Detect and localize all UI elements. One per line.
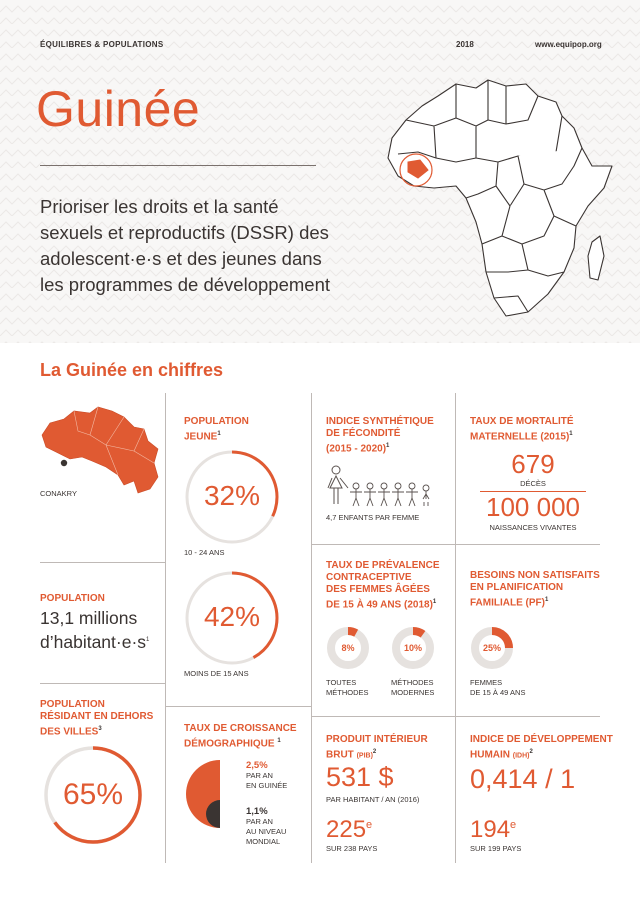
year-label: 2018 xyxy=(456,40,474,49)
young-population-label: POPULATION JEUNE$^1$ xyxy=(184,416,249,443)
grid-divider xyxy=(40,683,165,684)
fertility-caption: 4,7 ENFANTS PAR FEMME xyxy=(326,513,420,522)
conakry-marker xyxy=(61,460,67,466)
population-value: 13,1 millions $d’habitant\cdot e\cdot s^1$ xyxy=(40,608,150,652)
population-label: POPULATION xyxy=(40,593,105,604)
grid-divider xyxy=(40,562,165,563)
grid-divider xyxy=(455,544,600,545)
fertility-label: INDICE SYNTHÉTIQUE DE FÉCONDITÉ (2015 - 2020)$^1$ xyxy=(326,416,434,455)
growth-guinea: 2,5% PAR AN EN GUINÉE xyxy=(246,760,288,790)
gdp-rank: 225e xyxy=(326,816,373,843)
maternal-deaths-value: 679 xyxy=(511,449,555,479)
africa-map xyxy=(378,66,618,336)
grid-divider xyxy=(311,544,455,545)
population-outside-label: POPULATION RÉSIDANT EN DEHORS DES VILLES$^3$ xyxy=(40,699,154,738)
guinea-map xyxy=(38,405,163,497)
grid-divider xyxy=(455,393,456,863)
unmet-need-label: BESOINS NON SATISFAITS EN PLANIFICATION FAMILIALE (PF)$^1$ xyxy=(470,570,600,609)
maternal-mortality-label: TAUX DE MORTALITÉ MATERNELLE $(2015)^1$ xyxy=(470,416,574,443)
young-under-15-value: 42% xyxy=(203,601,261,632)
young-10-24-value: 32% xyxy=(203,480,261,511)
unmet-need-caption: FEMMES DE 15 À 49 ANS xyxy=(470,678,526,697)
population-outside-value: 65% xyxy=(62,778,124,811)
contraceptive-all-caption: TOUTES MÉTHODES xyxy=(326,678,369,697)
maternal-births-value: 100 000 xyxy=(486,492,580,522)
grid-divider xyxy=(311,393,312,863)
maternal-deaths-caption: DÉCÈS xyxy=(520,479,546,488)
gdp-label: PRODUIT INTÉRIEUR BRUT (PIB)$^2$ xyxy=(326,734,428,761)
website-link[interactable]: www.equipop.org xyxy=(535,40,602,49)
grid-divider xyxy=(455,716,600,717)
maternal-births-caption: NAISSANCES VIVANTES xyxy=(489,523,577,532)
gdp-value: 531 $ xyxy=(326,762,394,792)
hdi-value: 0,414 / 1 xyxy=(470,764,576,794)
contraceptive-modern-value: 10% xyxy=(403,643,422,653)
gdp-caption: PAR HABITANT / AN (2016) xyxy=(326,795,420,804)
unmet-need-value: 25% xyxy=(482,643,501,653)
header-banner xyxy=(0,0,640,343)
grid-divider xyxy=(311,716,455,717)
hdi-rank-caption: SUR 199 PAYS xyxy=(470,844,522,853)
grid-divider xyxy=(165,706,311,707)
growth-chart xyxy=(184,758,240,830)
contraceptive-all-value: 8% xyxy=(341,643,355,653)
map-city-label: CONAKRY xyxy=(40,489,77,498)
young-10-24-caption: 10 - 24 ANS xyxy=(184,548,225,557)
gdp-rank-caption: SUR 238 PAYS xyxy=(326,844,378,853)
young-under-15-caption: MOINS DE 15 ANS xyxy=(184,669,249,678)
title-divider xyxy=(40,165,316,166)
grid-divider xyxy=(165,393,166,863)
page-subtitle: Prioriser les droits et la santé sexuels et reproductifs (DSSR) des adolescent·e·s et des jeunes dans les programmes de développement xyxy=(40,196,330,295)
page-title: Guinée xyxy=(36,81,201,137)
publisher-label: ÉQUILIBRES & POPULATIONS xyxy=(40,40,164,49)
growth-label: TAUX DE CROISSANCE DÉMOGRAPHIQUE $^1$ xyxy=(184,723,297,750)
contraceptive-modern-caption: MÉTHODES MODERNES xyxy=(391,678,435,697)
growth-world: 1,1% PAR AN AU NIVEAU MONDIAL xyxy=(246,806,287,846)
section-title: La Guinée en chiffres xyxy=(40,360,224,380)
hdi-rank: 194e xyxy=(470,816,517,843)
contraceptive-label: TAUX DE PRÉVALENCE CONTRACEPTIVE DES FEMMES ÂGÉES DE 15 À 49 ANS $(2018)^1$ xyxy=(326,560,440,611)
hdi-label: INDICE DE DÉVELOPPEMENT HUMAIN (IDH)$^2$ xyxy=(470,734,613,761)
family-icon xyxy=(326,464,446,508)
